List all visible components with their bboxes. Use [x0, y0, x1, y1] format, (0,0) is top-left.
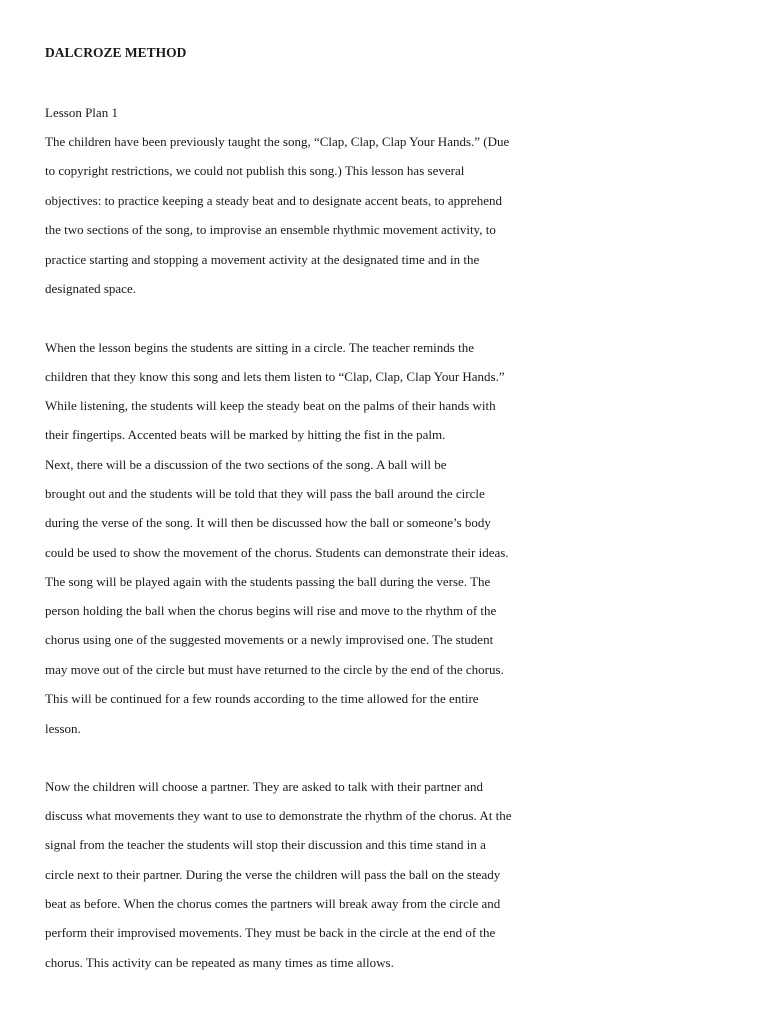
paragraph-1-line: The children have been previously taught the song, “Clap, Clap, Clap Your Hands.” (Due [45, 134, 510, 149]
paragraph-3-line: perform their improvised movements. They must be back in the circle at the end of the [45, 925, 496, 940]
paragraph-2-line: their fingertips. Accented beats will be marked by hitting the fist in the palm. [45, 427, 446, 442]
paragraph-2-line: While listening, the students will keep the steady beat on the palms of their hands with [45, 398, 496, 413]
paragraph-3-line: Now the children will choose a partner. They are asked to talk with their partner and [45, 779, 484, 794]
paragraph-1-line: objectives: to practice keeping a steady beat and to designate accent beats, to apprehend [45, 193, 502, 208]
paragraph-2-line: lesson. [45, 721, 81, 736]
paragraph-2-line: The song will be played again with the students passing the ball during the verse. The [45, 574, 491, 589]
paragraph-1-line: practice starting and stopping a movement activity at the designated time and in the [45, 252, 480, 267]
paragraph-1-line: the two sections of the song, to improvise an ensemble rhythmic movement activity, to [45, 222, 496, 237]
paragraph-2-line: could be used to show the movement of the chorus. Students can demonstrate their ideas. [45, 545, 509, 560]
document-title: DALCROZE METHOD [45, 45, 187, 60]
paragraph-2-line: may move out of the circle but must have returned to the circle by the end of the chorus. [45, 662, 504, 677]
lesson-plan-heading: Lesson Plan 1 [45, 105, 118, 120]
paragraph-3-line: beat as before. When the chorus comes the partners will break away from the circle and [45, 896, 501, 911]
paragraph-1-line: to copyright restrictions, we could not publish this song.) This lesson has several [45, 163, 465, 178]
paragraph-2-line: Next, there will be a discussion of the two sections of the song. A ball will be [45, 457, 447, 472]
paragraph-3-line: signal from the teacher the students will stop their discussion and this time stand in a [45, 837, 486, 852]
paragraph-2-line: person holding the ball when the chorus begins will rise and move to the rhythm of the [45, 603, 497, 618]
paragraph-2-line: brought out and the students will be told that they will pass the ball around the circle [45, 486, 485, 501]
paragraph-2-line: during the verse of the song. It will then be discussed how the ball or someone’s body [45, 515, 491, 530]
paragraph-3-line: discuss what movements they want to use to demonstrate the rhythm of the chorus. At the [45, 808, 512, 823]
paragraph-2-line: chorus using one of the suggested movements or a newly improvised one. The student [45, 632, 494, 647]
paragraph-2-line: When the lesson begins the students are sitting in a circle. The teacher reminds the [45, 340, 474, 355]
paragraph-1-line: designated space. [45, 281, 136, 296]
paragraph-2-line: children that they know this song and lets them listen to “Clap, Clap, Clap Your Hands.” [45, 369, 505, 384]
paragraph-2-line: This will be continued for a few rounds according to the time allowed for the entire [45, 691, 479, 706]
paragraph-3-line: chorus. This activity can be repeated as many times as time allows. [45, 955, 394, 970]
paragraph-3-line: circle next to their partner. During the verse the children will pass the ball on the steady [45, 867, 501, 882]
